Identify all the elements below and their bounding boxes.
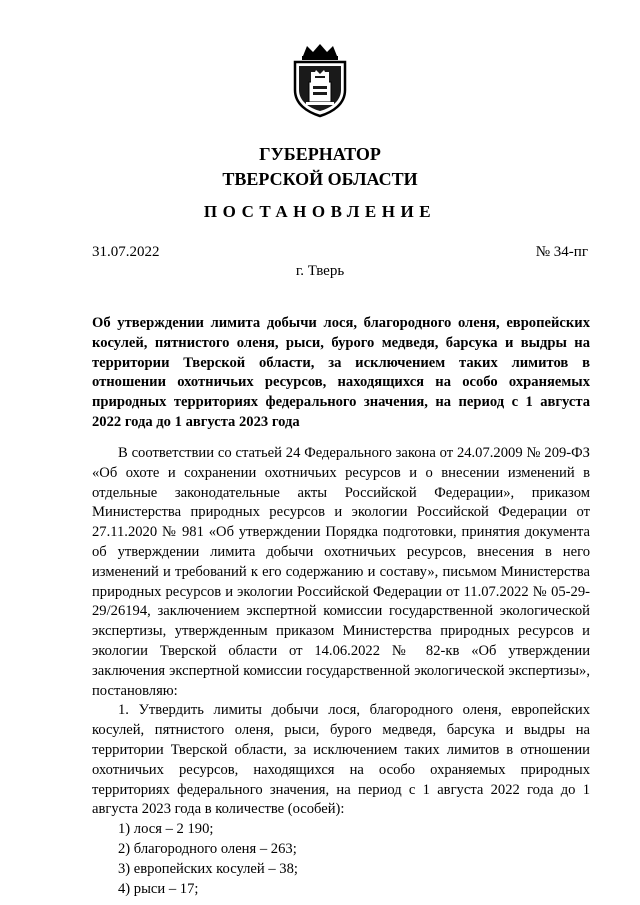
document-city: г. Тверь <box>295 263 345 279</box>
issuing-authority <box>0 142 640 192</box>
list-item: 4) рыси – 17; <box>118 880 199 897</box>
document-body <box>92 444 590 899</box>
document-title: Об утверждении лимита добычи лося, благородного оленя, европейских косулей, пятнистого оленя, рыси, бурого медведя, барсука и выдры на территории Тверской области, за исключением таких лимитов в отношении охотничьих ресурсов, находящихся на особо охраняемых природных территориях федерального значения, на период с 1 августа 2022 года до 1 августа 2023 года <box>92 315 590 430</box>
clause-1-paragraph: 1. Утвердить лимиты добычи лося, благородного оленя, европейских косулей, пятнистого оленя, рыси, бурого медведя, барсука и выдры на территории Тверской области, за исключением таких лимитов в отношении охотничьих ресурсов, находящихся на особо охраняемых природных территориях федерального значения, на период с 1 августа 2022 года до 1 августа 2023 года в количестве (особей): <box>92 702 590 818</box>
document-number: № 34-пг <box>535 244 588 260</box>
document-date: 31.07.2022 <box>92 244 160 260</box>
authority-line-1: ГУБЕРНАТОР <box>259 144 381 164</box>
document-type: ПОСТАНОВЛЕНИЕ <box>203 202 437 221</box>
list-item: 1) лося – 2 190; <box>118 821 214 838</box>
list-item: 3) европейских косулей – 38; <box>118 860 298 877</box>
preamble-paragraph: В соответствии со статьей 24 Федерального закона от 24.07.2009 № 209-ФЗ «Об охоте и сохранении охотничьих ресурсов и о внесении изменений в отдельные законодательные акты Российской Федерации», приказом Министерства природных ресурсов и экологии Российской Федерации от 27.11.2020 № 981 «Об утверждении Порядка подготовки, принятия документа об утверждении лимита добычи охотничьих ресурсов, внесения в него изменений и требований к его содержанию и составу», письмом Министерства природных ресурсов и экологии Российской Федерации от 11.07.2022 № 05-29-29/26194, заключением экспертной комиссии государственной экологической экспертизы, утвержденным приказом Министерства природных ресурсов и экологии Тверской области от 14.06.2022 № 82-кв «Об утверждении заключения экспертной комиссии государственной экологической экспертизы», постановляю: <box>92 445 590 699</box>
tver-coat-of-arms-icon <box>289 42 351 118</box>
authority-line-2: ТВЕРСКОЙ ОБЛАСТИ <box>222 169 418 189</box>
list-item: 2) благородного оленя – 263; <box>118 840 297 857</box>
